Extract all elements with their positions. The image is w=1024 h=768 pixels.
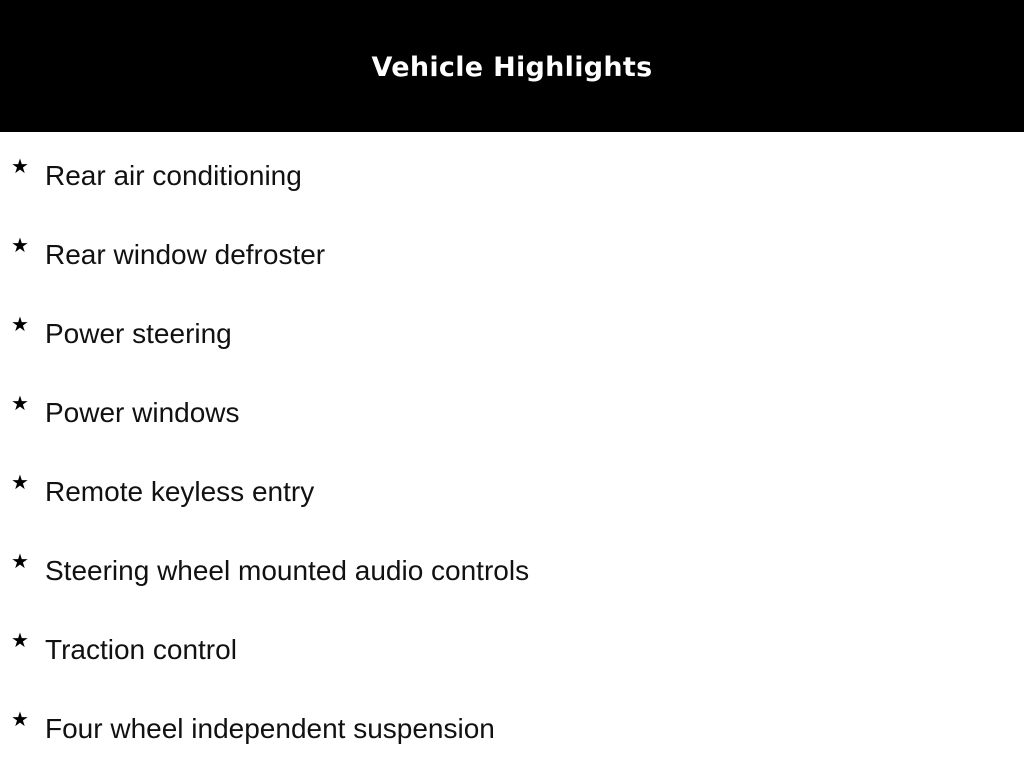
star-icon: ★	[11, 709, 29, 731]
list-item-label: Power steering	[45, 318, 232, 349]
list-item-label: Rear air conditioning	[45, 160, 302, 191]
list-item-label: Rear window defroster	[45, 239, 326, 270]
page-title: Vehicle Highlights	[371, 51, 653, 83]
list-item-label: Traction control	[45, 634, 237, 665]
list-item-label: Steering wheel mounted audio controls	[45, 555, 530, 586]
star-icon: ★	[11, 472, 29, 494]
star-icon: ★	[11, 630, 29, 652]
list-item-label: Four wheel independent suspension	[45, 713, 495, 744]
star-icon: ★	[11, 314, 29, 336]
header-banner	[0, 0, 1024, 132]
star-icon: ★	[11, 551, 29, 573]
list-item-label: Remote keyless entry	[45, 476, 315, 507]
list-item-label: Power windows	[45, 397, 240, 428]
star-icon: ★	[11, 156, 29, 178]
star-icon: ★	[11, 235, 29, 257]
star-icon: ★	[11, 393, 29, 415]
